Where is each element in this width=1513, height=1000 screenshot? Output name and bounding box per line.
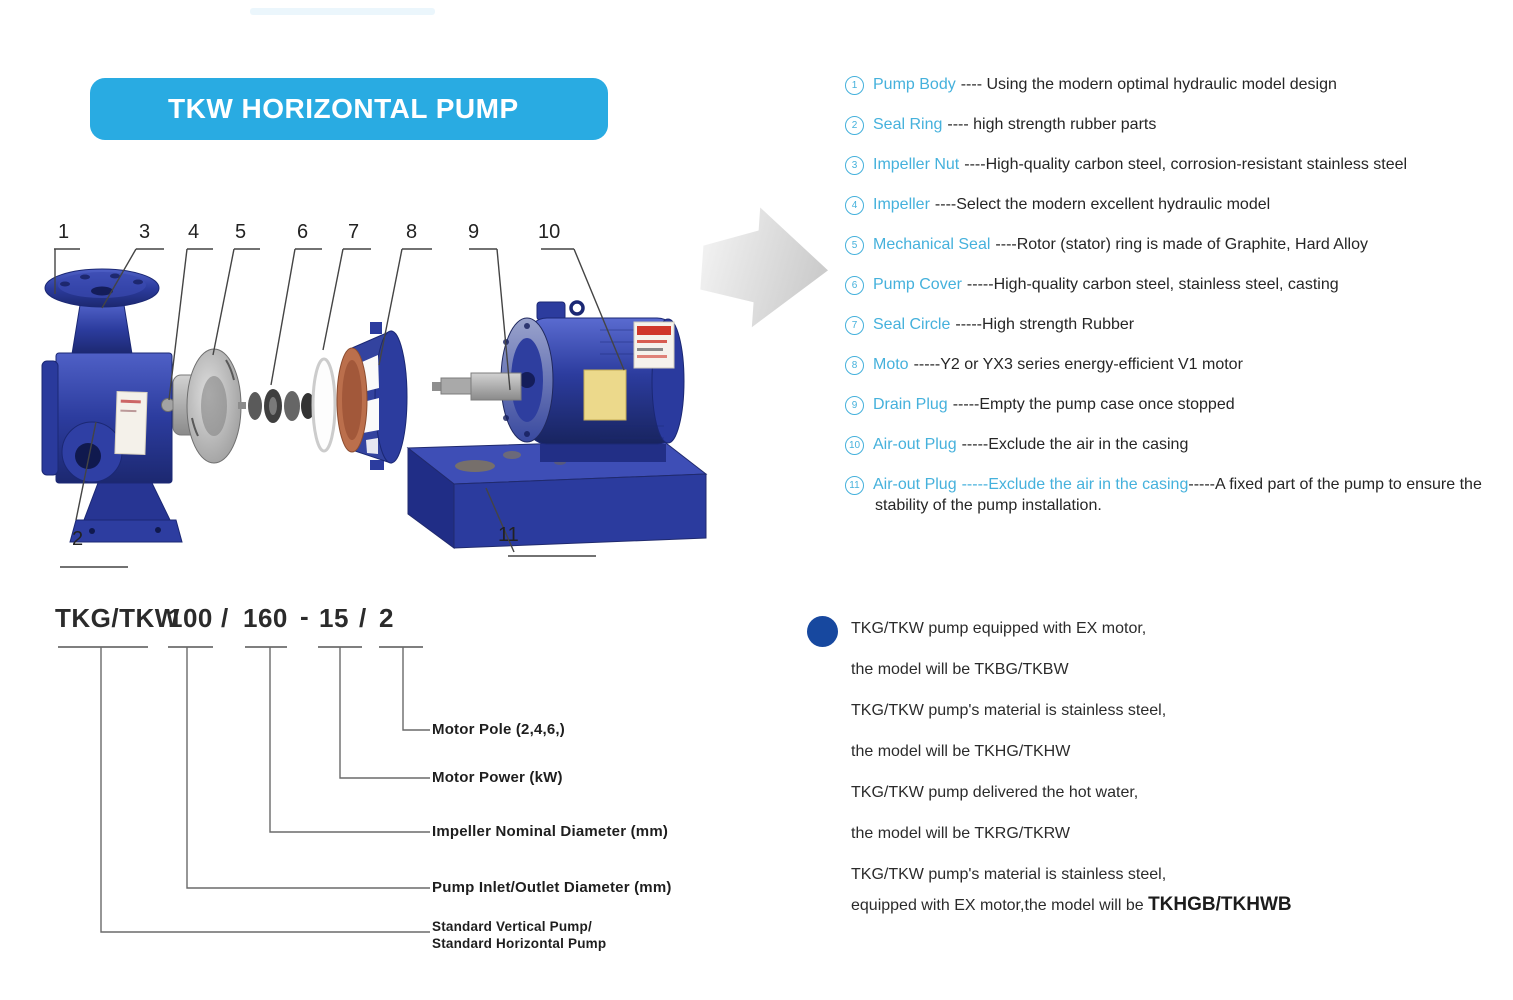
- exploded-pump-diagram: [40, 222, 740, 572]
- part-description: -----High strength Rubber: [955, 316, 1135, 333]
- callout-6: 6: [297, 221, 309, 243]
- part-description: ---- high strength rubber parts: [947, 116, 1157, 133]
- list-item: [845, 194, 1497, 215]
- part-description: ----High-quality carbon steel, corrosion-resistant stainless steel: [964, 156, 1408, 173]
- item-number-badge: 5: [845, 236, 864, 255]
- part-name: Drain Plug: [873, 396, 948, 413]
- callout-7: 7: [348, 221, 360, 243]
- label-standard-line2: Standard Horizontal Pump: [432, 936, 607, 951]
- callout-2: 2: [72, 528, 84, 550]
- note-line: TKG/TKW pump equipped with EX motor,: [851, 620, 1147, 637]
- label-standard-line1: Standard Vertical Pump/: [432, 919, 592, 934]
- note-line: the model will be TKRG/TKRW: [851, 825, 1071, 842]
- item-number-badge: 3: [845, 156, 864, 175]
- note-line: the model will be TKHG/TKHW: [851, 743, 1071, 760]
- callout-4: 4: [188, 221, 200, 243]
- item-number-badge: 2: [845, 116, 864, 135]
- model-variant-notes: [851, 616, 1431, 934]
- item-number-badge: 1: [845, 76, 864, 95]
- item-number-badge: 4: [845, 196, 864, 215]
- list-item: [845, 234, 1497, 255]
- model-code-series: TKG/TKW: [55, 603, 180, 633]
- part-name: Impeller: [873, 196, 930, 213]
- part-name-tail: -----Exclude the air in the casing: [961, 476, 1189, 493]
- pump-cover-illustration: [337, 322, 407, 470]
- label-motor-pole: Motor Pole (2,4,6,): [432, 721, 565, 738]
- item-number-badge: 9: [845, 396, 864, 415]
- item-number-badge: 7: [845, 316, 864, 335]
- model-code-separator: /: [221, 603, 229, 633]
- model-code-inlet: 100: [168, 603, 213, 633]
- note-line: TKG/TKW pump's material is stainless steel,: [851, 866, 1167, 883]
- model-code-pole: 2: [379, 603, 394, 633]
- list-item: [845, 154, 1497, 175]
- part-name: Moto: [873, 356, 909, 373]
- bullet-icon: [807, 616, 838, 647]
- note-line: equipped with EX motor,the model will be TKHGB/TKHWB: [851, 894, 1292, 915]
- list-item: [845, 74, 1497, 95]
- part-name: Pump Body: [873, 76, 956, 93]
- note-line: TKG/TKW pump's material is stainless steel,: [851, 702, 1167, 719]
- arrow-right-icon: [698, 198, 838, 343]
- part-description: -----Exclude the air in the casing: [961, 436, 1189, 453]
- model-code-power: 15: [319, 603, 349, 633]
- part-description: ----Select the modern excellent hydraulic model: [934, 196, 1271, 213]
- part-name: Air-out Plug: [873, 476, 957, 493]
- page-title: TKW HORIZONTAL PUMP: [168, 93, 519, 124]
- seal-circle-illustration: [313, 359, 335, 451]
- label-motor-power: Motor Power (kW): [432, 769, 563, 786]
- model-code-separator: /: [359, 603, 367, 633]
- list-item: [845, 474, 1497, 516]
- part-name: Seal Circle: [873, 316, 951, 333]
- callout-8: 8: [406, 221, 418, 243]
- part-name: Impeller Nut: [873, 156, 960, 173]
- note-line: the model will be TKBG/TKBW: [851, 661, 1069, 678]
- part-name: Air-out Plug: [873, 436, 957, 453]
- part-description: -----High-quality carbon steel, stainless steel, casting: [966, 276, 1339, 293]
- list-item: [845, 314, 1497, 335]
- parts-list: [845, 74, 1497, 535]
- model-code-separator: -: [300, 601, 310, 631]
- callout-11: 11: [498, 524, 519, 546]
- part-description: -----Y2 or YX3 series energy-efficient V1 motor: [913, 356, 1243, 373]
- list-item: [845, 434, 1497, 455]
- title-banner: [90, 78, 608, 140]
- list-item: [845, 274, 1497, 295]
- label-standard-pump: [432, 918, 606, 952]
- callout-10: 10: [538, 221, 561, 243]
- motor-illustration: [432, 302, 684, 462]
- item-number-badge: 6: [845, 276, 864, 295]
- callout-3: 3: [139, 221, 151, 243]
- part-name: Mechanical Seal: [873, 236, 991, 253]
- item-number-badge: 8: [845, 356, 864, 375]
- list-item: [845, 394, 1497, 415]
- impeller-illustration: [173, 349, 241, 463]
- part-description: -----A fixed part of the pump to ensure the stability of the pump installation.: [875, 476, 1482, 514]
- part-description: ---- Using the modern optimal hydraulic model design: [960, 76, 1337, 93]
- item-number-badge: 11: [845, 476, 864, 495]
- mechanical-seal-illustration: [238, 389, 315, 423]
- callout-1: 1: [58, 221, 70, 243]
- model-code-impeller: 160: [243, 603, 288, 633]
- model-code-connectors: [40, 640, 740, 950]
- callout-5: 5: [235, 221, 247, 243]
- note-line: TKG/TKW pump delivered the hot water,: [851, 784, 1139, 801]
- part-name: Pump Cover: [873, 276, 962, 293]
- label-impeller-diameter: Impeller Nominal Diameter (mm): [432, 823, 669, 840]
- callout-9: 9: [468, 221, 480, 243]
- list-item: [845, 354, 1497, 375]
- decorative-strip: [250, 8, 435, 15]
- pump-body-illustration: [42, 269, 182, 542]
- part-description: -----Empty the pump case once stopped: [952, 396, 1235, 413]
- label-inlet-outlet: Pump Inlet/Outlet Diameter (mm): [432, 879, 672, 896]
- item-number-badge: 10: [845, 436, 864, 455]
- part-description: ----Rotor (stator) ring is made of Graphite, Hard Alloy: [995, 236, 1368, 253]
- list-item: [845, 114, 1497, 135]
- part-name: Seal Ring: [873, 116, 943, 133]
